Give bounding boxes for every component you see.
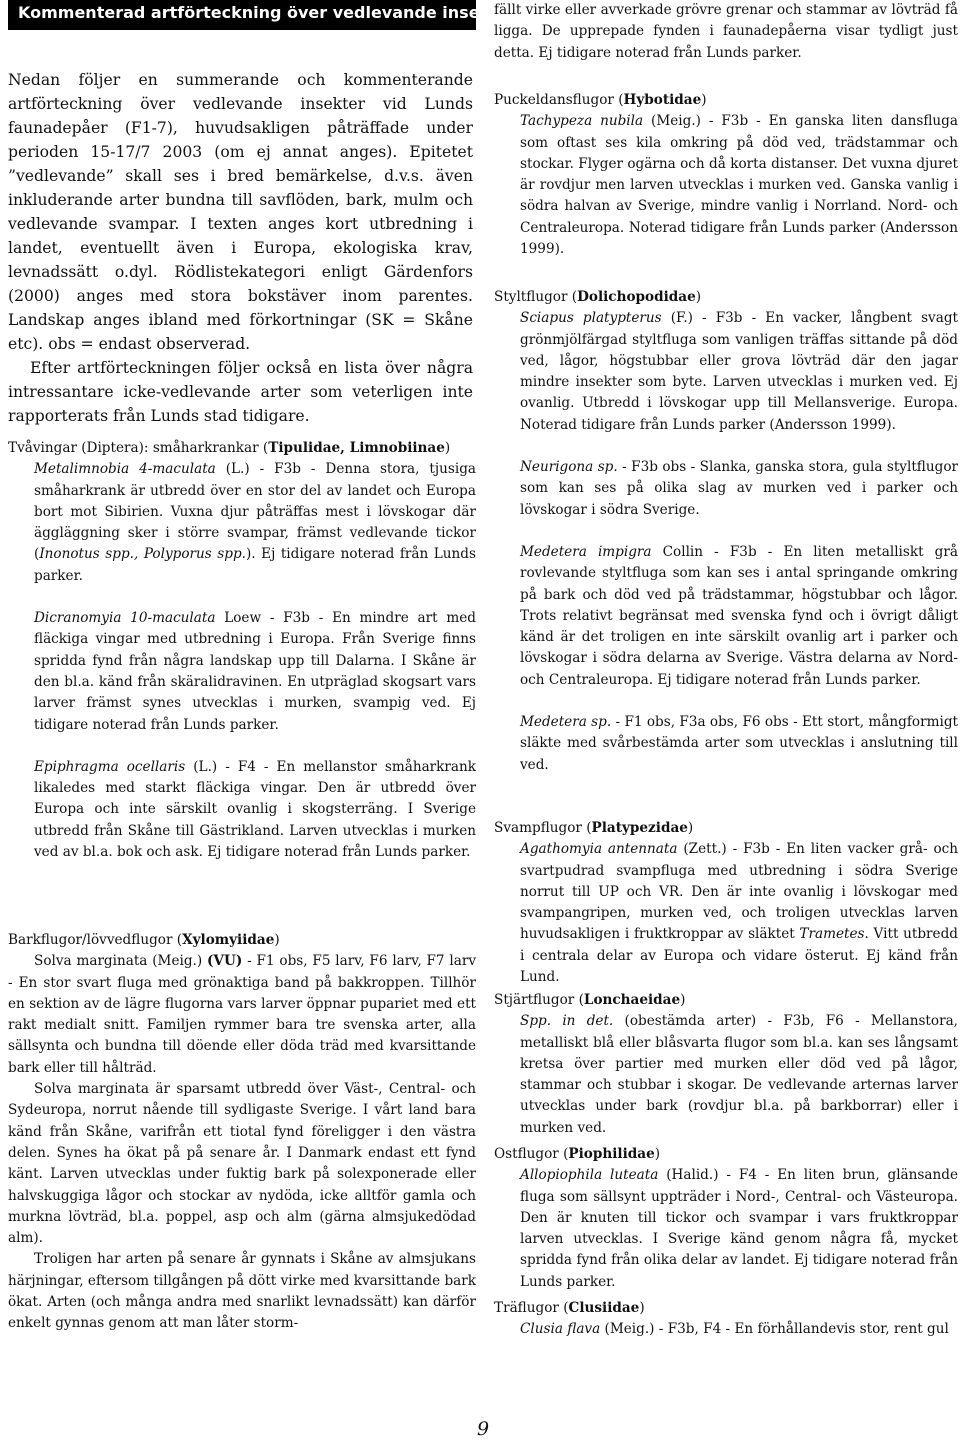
species-name: Clusia flava [520,1321,601,1338]
section-piophilidae [494,1144,958,1293]
body-paragraph: Troligen har arten på senare år gynnats i Skåne av almsjukans härjningar, eftersom tillgången på dött virke med kvarsittande bark ökat. Arten (och många andra med snarlikt levnadssätt) kan därför enkelt gynnas genom att man låter storm- [8,1251,476,1332]
section-heading: Stjärtflugor (Lonchaeidae) [494,992,686,1008]
species-name: Dicranomyia 10-maculata [34,610,216,627]
redlist-category: (VU) [207,953,243,970]
section-lonchaeidae [494,990,958,1139]
continued-text: fällt virke eller avverkade grövre grenar och stammar av lövträd få ligga. De upprepade fynden i faunadepåerna visar tydligt just detta. Ej tidigare noterad från Lunds parker. [494,2,958,61]
species-name: Medetera impigra [520,543,652,560]
page-header [8,0,517,30]
species-name: Spp. in det. [520,1013,614,1030]
species-entry: Tachypeza nubila (Meig.) - F3b - En ganska liten dansfluga som oftast ses kila omkring på död ved, trädstammar och stockar. Flyger ogärna och då korta distanser. Det vuxna djuret är rovdjur men larven utvecklas i murken ved. Ganska vanlig i södra halvan av Sverige, mindre vanlig i Norrland. Nord- och Centraleuropa. Noterad tidigare från Lunds parker (Andersson 1999). [520,113,958,258]
section-tipulidae [8,438,476,863]
species-entry: Dicranomyia 10-maculata Loew - F3b - En mindre art med fläckiga vingar med utbredning i Europa. Från Sverige finns spridda fynd från några landskap upp till Dalarna. I Skåne är den bl.a. känd från skäralidravinen. En utpräglad skogsart vars larver främst synes utvecklas i murken, svampig ved. Ej tidigare noterad från Lunds parker. [34,610,476,733]
page-title: Kommenterad artförteckning över vedlevande insekter [18,3,517,22]
section-heading: Ostflugor (Piophilidae) [494,1146,661,1162]
species-name: Agathomyia antennata [520,841,678,858]
species-entry: Spp. in det. (obestämda arter) - F3b, F6 - Mellanstora, metalliskt blå eller blåsvarta flugor som bl.a. kan ses långsamt kretsa över partier med murken eller död ved på lågor, stammar och stubbar i skogar. De vedlevande arternas larver utvecklas under bark (rovdjur bl.a. på barkborrar) eller i murken ved. [520,1013,958,1136]
species-entry: Medetera sp. - F1 obs, F3a obs, F6 obs - Ett stort, mångformigt släkte med svårbestämda arter som utvecklas i anslutning till ved. [520,714,959,773]
species-entry: Metalimnobia 4-maculata (L.) - F3b - Denna stora, tjusiga småharkrank är utbredd över en stor del av landet och Europa bort mot Sibirien. Vuxna djur påträffas mest i lövskogar där äggläggning sker i större svampar, främst vedlevande tickor (Inonotus spp., Polyporus spp.). Ej tidigare noterad från Lunds parker. [34,461,476,584]
introduction [8,68,473,428]
species-entry: Agathomyia antennata (Zett.) - F3b - En liten vacker grå- och svartpudrad svampfluga med utbredning i södra Sverige norrut till UP och VR. Den är inte ovanlig i lövskogar med svampangripen, murken ved, och troligen utvecklas larven huvudsakligen i fruktkroppar av släktet Trametes. Vitt utbredd i centrala delar av Europa och vidare österut. Ej känd från Lund. [520,841,958,986]
section-hybotidae [494,90,958,260]
species-name: Neurigona sp. [520,459,618,476]
page-number: 9 [477,1418,490,1440]
section-heading: Styltflugor (Dolichopodidae) [494,289,702,305]
species-name: Tachypeza nubila [520,113,644,130]
section-heading: Träflugor (Clusiidae) [494,1300,645,1316]
species-entry: Medetera impigra Collin - F3b - En liten metalliskt grå rovlevande styltfluga som kan ses i antal springande omkring på bark och död ved på trädstammar, högstubbar och lågor. Trots relativt begränsat med svenska fynd och i övrigt dåligt känd är det troligen en inte särskilt ovanlig art i parker och lövskogar i södra delarna av Sverige. Västra delarna av Nord- och Centraleuropa. Ej tidigare noterad från Lunds parker. [520,543,958,688]
intro-paragraph: Efter artförteckningen följer också en lista över några intressantare icke-vedlevande arter som veterligen inte rapporterats från Lunds stad tidigare. [8,359,473,425]
section-heading: Puckeldansflugor (Hybotidae) [494,92,707,108]
section-dolichopodidae [494,287,958,776]
intro-paragraph: Nedan följer en summerande och kommenterande artförteckning över vedlevande insekter vid Lunds faunadepåer (F1-7), huvudsakligen påträffade under perioden 15-17/7 2003 (om ej annat anges). Epitetet ”vedlevande” skall ses i bred bemärkelse, d.v.s. även inkluderande arter bundna till savflöden, bark, mulm och vedlevande svampar. I texten anges kort utbredning i landet, eventuellt även i Europa, ekologiska krav, levnadssätt o.dyl. Rödlistekategori enligt Gärdenfors (2000) anges med stora bokstäver inom parentes. Landskap anges ibland med förkortningar (SK = Skåne etc). obs = endast observerad. [8,71,473,353]
section-clusiidae [494,1298,958,1341]
species-entry: Solva marginata (Meig.) (VU) - F1 obs, F5 larv, F6 larv, F7 larv - En stor svart fluga med grönaktiga band på bakkroppen. Tillhör en sektion av de lägre flugorna vars larver öppnar pupariet med ett rakt medialt snitt. Familjen rymmer bara tre svenska arter, alla sällsynta och bundna till döende eller döda träd med kvarsittande bark eller till hålträd. [8,953,477,1076]
species-entry: Epiphragma ocellaris (L.) - F4 - En mellanstor småharkrank likaledes med starkt fläckiga vingar. Den är utbredd över Europa och inte särskilt ovanlig i skogsterräng. I Sverige utbredd från Skåne till Gästrikland. Larven utvecklas i murken ved av bl.a. bok och ask. Ej tidigare noterad från Lunds parker. [34,758,477,861]
species-name: Medetera sp. [520,714,612,731]
section-platypezidae [494,818,958,988]
species-entry: Clusia flava (Meig.) - F3b, F4 - En förhållandevis stor, rent gul [520,1321,949,1338]
species-name: Epiphragma ocellaris [34,758,186,775]
section-heading: Barkflugor/lövvedflugor (Xylomyiidae) [8,932,280,948]
species-entry: Neurigona sp. - F3b obs - Slanka, ganska stora, gula styltflugor som kan ses på olika slag av murken ved i parker och lövskogar i södra Sverige. [520,459,959,518]
section-heading: Tvåvingar (Diptera): småharkrankar (Tipulidae, Limnobiinae) [8,440,451,456]
section-xylomyiidae [8,930,476,1335]
species-entry: Sciapus platypterus (F.) - F3b - En vacker, långbent svagt grönmjölfärgad styltfluga som vanligen träffas sittande på död ved, lågor, högstubbar eller grova lövträd där den jagar mindre insekter som byte. Larven utvecklas i murken ved. Ej ovanlig. Utbredd i lövskogar upp till Mellansverige. Europa. Noterad tidigare från Lunds parker (Andersson 1999). [520,310,958,433]
species-name: Allopiophila luteata [520,1167,659,1184]
section-heading: Svampflugor (Platypezidae) [494,820,694,836]
species-name: Solva marginata [34,953,148,970]
body-paragraph: Solva marginata är sparsamt utbredd över Väst-, Central- och Sydeuropa, norrut nående till sydligaste Sverige. I vårt land bara känd från Skåne, varifrån ett tiotal fynd föreligger i den västra delen. Synes ha ökat på på senare år. I Danmark endast ett fynd känt. Larven utvecklas under fuktig bark på solexponerade eller halvskuggiga lågor och stockar av nydöda, icke alltför gamla och murkna lövträd, bl.a. poppel, asp och alm (gärna almsjukedödad alm). [8,1081,477,1247]
species-entry: Allopiophila luteata (Halid.) - F4 - En liten brun, glänsande fluga som sällsynt uppträder i Nord-, Central- och Västeuropa. Den är knuten till tickor och svampar i vars fruktkroppar larven utvecklas. I Sverige känd genom några få, mycket spridda fynd från olika delar av landet. Ej tidigare noterad från Lunds parker. [520,1167,958,1290]
species-name: Sciapus platypterus [520,310,662,327]
species-name: Metalimnobia 4-maculata [34,461,216,478]
